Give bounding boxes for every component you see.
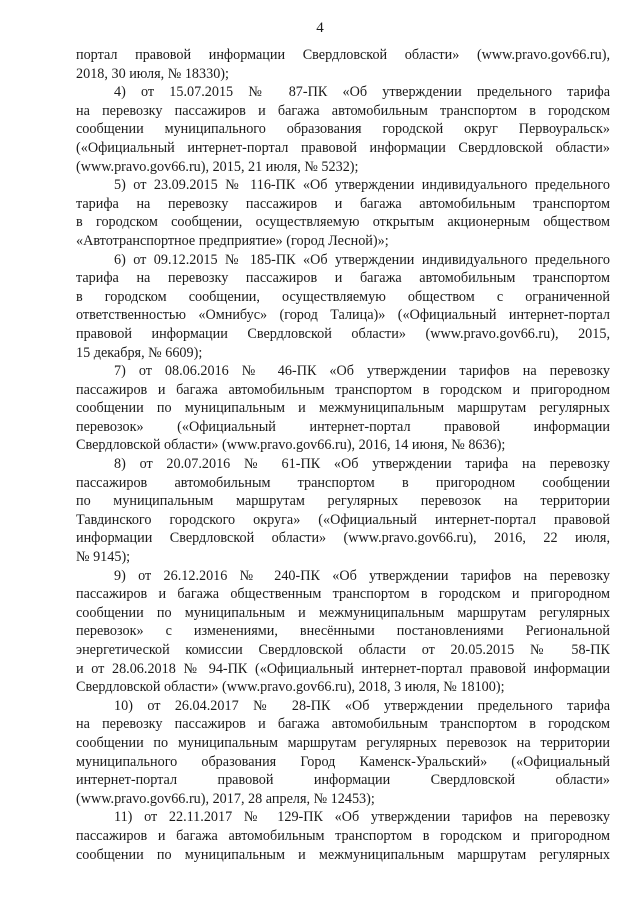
- document-body: [76, 46, 610, 864]
- text-line: муниципального образования Город Каменск-Уральский» («Официальный: [76, 753, 610, 770]
- text-line: тарифа на перевозку пассажиров и багажа автомобильным транспортом: [76, 195, 610, 212]
- text-line: «Автотранспортное предприятие» (город Лесной)»;: [76, 232, 389, 249]
- text-line: № 9145);: [76, 549, 131, 566]
- text-line: 7) от 08.06.2016 № 46-ПК «Об утверждении тарифов на перевозку: [114, 363, 610, 380]
- text-line: 11) от 22.11.2017 № 129-ПК «Об утверждении тарифов на перевозку: [114, 809, 610, 826]
- text-line: («Официальный интернет-портал правовой информации Свердловской области»: [76, 139, 610, 156]
- text-line: 10) от 26.04.2017 № 28-ПК «Об утверждении предельного тарифа: [114, 697, 610, 714]
- page-number: 4: [316, 20, 324, 36]
- text-line: Свердловской области» (www.pravo.gov66.ru), 2016, 14 июня, № 8636);: [76, 437, 506, 454]
- text-line: (www.pravo.gov66.ru), 2015, 21 июля, № 5232);: [76, 158, 359, 175]
- text-line: информации Свердловской области» (www.pravo.gov66.ru), 2016, 22 июля,: [76, 530, 610, 547]
- text-line: по муниципальным маршрутам регулярных перевозок на территории: [76, 493, 610, 510]
- text-line: пассажиров и багажа автомобильным транспортом в городском и пригородном: [76, 827, 610, 844]
- text-line: ответственностью «Омнибус» (город Талица)» («Официальный интернет-портал: [76, 307, 610, 324]
- text-line: 9) от 26.12.2016 № 240-ПК «Об утверждении тарифов на перевозку: [114, 567, 610, 584]
- text-line: портал правовой информации Свердловской области» (www.pravo.gov66.ru),: [76, 47, 610, 63]
- text-line: 4) от 15.07.2015 № 87-ПК «Об утверждении предельного тарифа: [114, 84, 610, 101]
- text-line: Тавдинского городского округа» («Официальный интернет-портал правовой: [76, 511, 610, 528]
- text-line: 2018, 30 июля, № 18330);: [76, 65, 229, 82]
- text-line: перевозок» с изменениями, внесёнными постановлениями Региональной: [76, 623, 610, 640]
- text-line: (www.pravo.gov66.ru), 2017, 28 апреля, № 12453);: [76, 790, 375, 807]
- text-line: 8) от 20.07.2016 № 61-ПК «Об утверждении тарифа на перевозку: [114, 456, 610, 473]
- text-line: правовой информации Свердловской области» (www.pravo.gov66.ru), 2015,: [76, 325, 610, 342]
- text-line: интернет-портал правовой информации Свердловской области»: [76, 772, 610, 789]
- text-line: на перевозку пассажиров и багажа автомобильным транспортом в городском: [76, 102, 610, 119]
- text-line: сообщении по муниципальным маршрутам регулярных перевозок на территории: [76, 734, 610, 751]
- text-line: пассажиров автомобильным транспортом в пригородном сообщении: [76, 474, 610, 491]
- text-line: энергетической комиссии Свердловской области от 20.05.2015 № 58-ПК: [76, 642, 610, 658]
- text-line: пассажиров и багажа автомобильным транспортом в городском и пригородном: [76, 381, 610, 398]
- text-line: на перевозку пассажиров и багажа автомобильным транспортом в городском: [76, 716, 610, 733]
- text-line: в городском сообщении, осуществляемую обществом с ограниченной: [76, 288, 610, 305]
- text-line: сообщении по муниципальным и межмуниципальным маршрутам регулярных: [76, 400, 610, 417]
- text-line: 6) от 09.12.2015 № 185-ПК «Об утверждении индивидуального предельного: [114, 251, 610, 268]
- text-line: Свердловской области» (www.pravo.gov66.ru), 2018, 3 июля, № 18100);: [76, 679, 505, 696]
- text-line: пассажиров и багажа общественным транспортом в городском и пригородном: [76, 586, 610, 603]
- text-line: и от 28.06.2018 № 94-ПК («Официальный интернет-портал правовой информации: [76, 660, 610, 677]
- text-line: сообщении муниципального образования городской округ Первоуральск»: [76, 121, 610, 138]
- text-line: перевозок» («Официальный интернет-портал правовой информации: [76, 418, 610, 435]
- text-line: в городском сообщении, осуществляемую открытым акционерным обществом: [76, 214, 610, 231]
- text-line: тарифа на перевозку пассажиров и багажа автомобильным транспортом: [76, 270, 610, 287]
- text-line: сообщении по муниципальным и межмуниципальным маршрутам регулярных: [76, 604, 610, 621]
- text-line: 5) от 23.09.2015 № 116-ПК «Об утверждении индивидуального предельного: [114, 177, 610, 194]
- text-line: 15 декабря, № 6609);: [76, 344, 203, 361]
- text-line: сообщении по муниципальным и межмуниципальным маршрутам регулярных: [76, 846, 610, 863]
